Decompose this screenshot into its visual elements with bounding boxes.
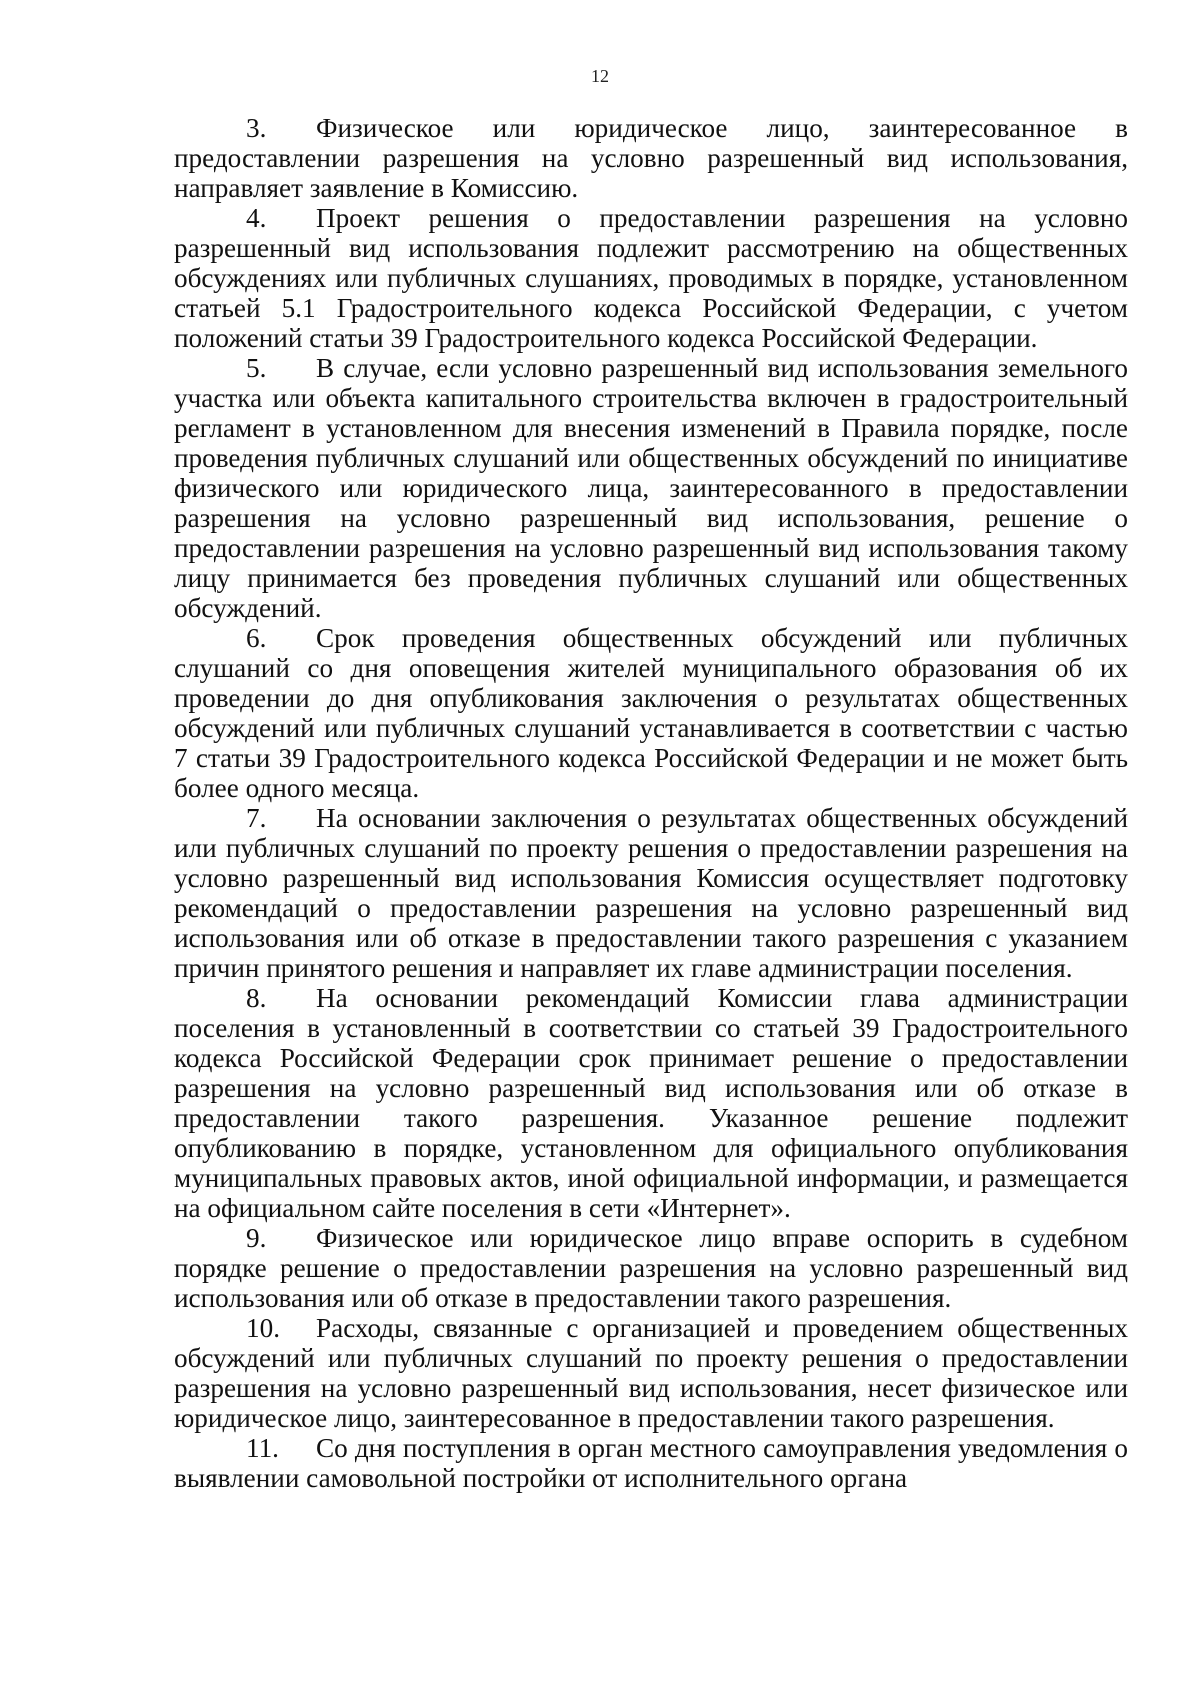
paragraph-9 (174, 1223, 1128, 1313)
paragraph-text: На основании заключения о результатах общественных обсуждений или публичных слушаний по проекту решения о предоставлении разрешения на условно разрешенный вид использования Комиссия осуществляет подготовку рекомендаций о предоставлении разрешения на условно разрешенный вид использования или об отказе в предоставлении такого разрешения с указанием причин принятого решения и направляет их главе администрации поселения. (174, 803, 1128, 983)
paragraph-number: 8. (246, 983, 267, 1013)
paragraph-number: 5. (246, 353, 267, 383)
paragraph-number: 7. (246, 803, 267, 833)
paragraph-10 (174, 1313, 1128, 1433)
paragraph-text: Физическое или юридическое лицо, заинтересованное в предоставлении разрешения на условно разрешенный вид использования, направляет заявление в Комиссию. (174, 113, 1128, 203)
paragraph-text: На основании рекомендаций Комиссии глава администрации поселения в установленный в соответствии со статьей 39 Градостроительного кодекса Российской Федерации срок принимает решение о предоставлении разрешения на условно разрешенный вид использования или об отказе в предоставлении такого разрешения. Указанное решение подлежит опубликованию в порядке, установленном для официального опубликования муниципальных правовых актов, иной официальной информации, и размещается на официальном сайте поселения в сети «Интернет». (174, 983, 1128, 1223)
paragraph-number: 11. (246, 1433, 279, 1463)
paragraph-4 (174, 203, 1128, 353)
paragraph-6 (174, 623, 1128, 803)
paragraph-text: Срок проведения общественных обсуждений или публичных слушаний со дня оповещения жителей муниципального образования об их проведении до дня опубликования заключения о результатах общественных обсуждений или публичных слушаний устанавливается в соответствии с частью 7 статьи 39 Градостроительного кодекса Российской Федерации и не может быть более одного месяца. (174, 623, 1128, 803)
paragraph-text: Проект решения о предоставлении разрешения на условно разрешенный вид использования подлежит рассмотрению на общественных обсуждениях или публичных слушаниях, проводимых в порядке, установленном статьей 5.1 Градостроительного кодекса Российской Федерации, с учетом положений статьи 39 Градостроительного кодекса Российской Федерации. (174, 203, 1128, 353)
paragraph-number: 6. (246, 623, 267, 653)
document-body (174, 113, 1128, 1493)
paragraph-text: В случае, если условно разрешенный вид использования земельного участка или объекта капитального строительства включен в градостроительный регламент в установленном для внесения изменений в Правила порядке, после проведения публичных слушаний или общественных обсуждений по инициативе физического или юридического лица, заинтересованного в предоставлении разрешения на условно разрешенный вид использования, решение о предоставлении разрешения на условно разрешенный вид использования такому лицу принимается без проведения публичных слушаний или общественных обсуждений. (174, 353, 1128, 623)
paragraph-number: 9. (246, 1223, 267, 1253)
paragraph-5 (174, 353, 1128, 623)
paragraph-text: Физическое или юридическое лицо вправе оспорить в судебном порядке решение о предоставлении разрешения на условно разрешенный вид использования или об отказе в предоставлении такого разрешения. (174, 1223, 1128, 1313)
paragraph-number: 3. (246, 113, 267, 143)
paragraph-text: Со дня поступления в орган местного самоуправления уведомления о выявлении самовольной постройки от исполнительного органа (174, 1433, 1128, 1493)
paragraph-8 (174, 983, 1128, 1223)
paragraph-11 (174, 1433, 1128, 1493)
paragraph-number: 10. (246, 1313, 280, 1343)
paragraph-text: Расходы, связанные с организацией и проведением общественных обсуждений или публичных слушаний по проекту решения о предоставлении разрешения на условно разрешенный вид использования, несет физическое или юридическое лицо, заинтересованное в предоставлении такого разрешения. (174, 1313, 1128, 1433)
paragraph-3 (174, 113, 1128, 203)
page-number: 12 (591, 66, 609, 86)
paragraph-7 (174, 803, 1128, 983)
paragraph-number: 4. (246, 203, 267, 233)
